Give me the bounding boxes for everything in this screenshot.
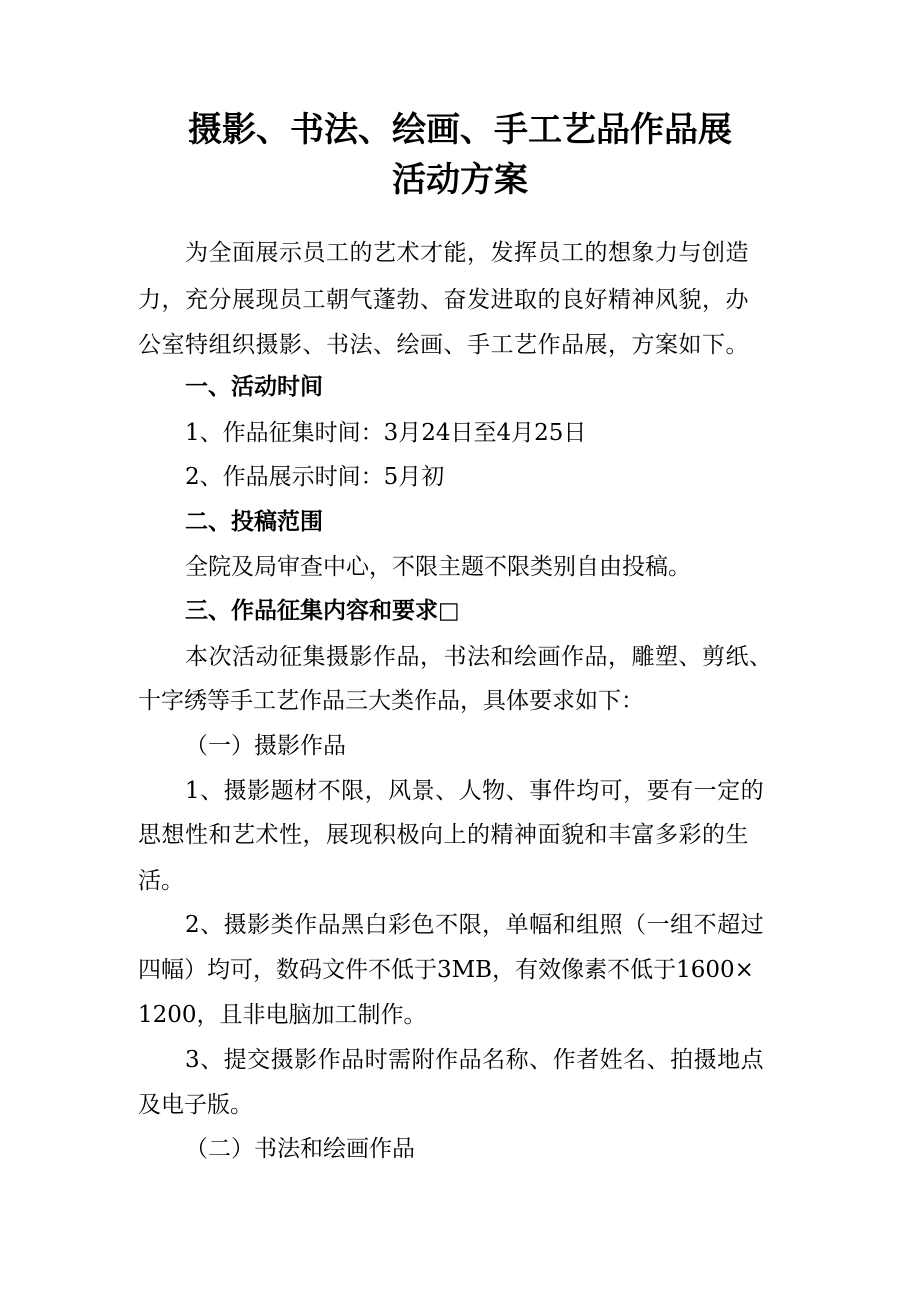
photo-rule-2-line-2: 四幅）均可，数码文件不低于3MB，有效像素不低于1600× [138,957,754,983]
section-1-item-2: 2、作品展示时间：5月初 [185,464,445,490]
intro-line-1: 为全面展示员工的艺术才能，发挥员工的想象力与创造 [185,240,749,266]
section-3-heading: 三、作品征集内容和要求□ [185,598,460,624]
section-3-intro-line-2: 十字绣等手工艺作品三大类作品，具体要求如下： [138,688,644,714]
photo-rule-1-line-3: 活。 [138,868,184,894]
section-1-item-1: 1、作品征集时间：3月24日至4月25日 [185,420,587,446]
document-title-line-2: 活动方案 [392,160,528,200]
section-3-intro-line-1: 本次活动征集摄影作品，书法和绘画作品，雕塑、剪纸、 [185,644,773,670]
section-2-text: 全院及局审查中心，不限主题不限类别自由投稿。 [185,554,691,580]
document-title-line-1: 摄影、书法、绘画、手工艺品作品展 [188,110,732,150]
section-2-heading: 二、投稿范围 [185,509,323,535]
photo-rule-2-line-1: 2、摄影类作品黑白彩色不限，单幅和组照（一组不超过 [185,912,765,938]
section-1-heading: 一、活动时间 [185,374,323,400]
intro-line-2: 力，充分展现员工朝气蓬勃、奋发进取的良好精神风貌，办 [138,287,749,313]
photo-rule-1-line-2: 思想性和艺术性，展现积极向上的精神面貌和丰富多彩的生 [138,822,749,848]
subsection-2-heading: （二）书法和绘画作品 [185,1136,415,1162]
photo-rule-2-line-3: 1200，且非电脑加工制作。 [138,1002,427,1028]
photo-rule-3-line-1: 3、提交摄影作品时需附作品名称、作者姓名、拍摄地点 [185,1047,765,1073]
intro-line-3: 公室特组织摄影、书法、绘画、手工艺作品展，方案如下。 [138,332,749,358]
subsection-1-heading: （一）摄影作品 [185,733,346,759]
photo-rule-1-line-1: 1、摄影题材不限，风景、人物、事件均可，要有一定的 [185,778,765,804]
photo-rule-3-line-2: 及电子版。 [138,1092,253,1118]
